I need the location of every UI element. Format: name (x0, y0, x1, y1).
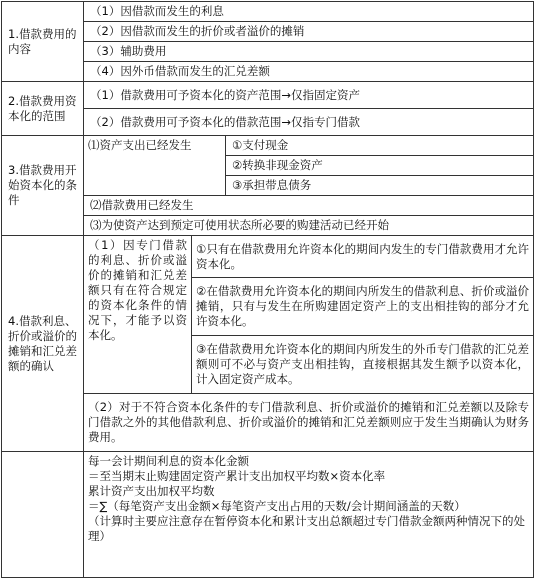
row-heading: 1.借款费用的内容 (2, 2, 84, 82)
list-item: ②在借款费用允许资本化的期间内所发生的借款利息、折价或溢价摊销，只有与发生在所购建固定资产上的支出相挂钩的部分才允许资本化。 (192, 278, 534, 336)
table-row (2, 236, 534, 278)
formula-line: （计算时主要应注意存在暂停资本化和累计支出总额超过专门借款金额两种情况下的处理） (88, 514, 525, 543)
formula-cell (84, 452, 534, 578)
list-item: ③承担带息债务 (226, 176, 534, 196)
row-heading: 2.借款费用资本化的范围 (2, 82, 84, 136)
formula-line: 累计资产支出加权平均数 (88, 484, 215, 498)
list-item: ①支付现金 (226, 136, 534, 156)
list-item: （1）借款费用可予资本化的资产范围→仅指固定资产 (84, 82, 534, 109)
list-item: （1）因借款而发生的利息 (84, 2, 534, 22)
formula-line: 每一会计期间利息的资本化金额 (88, 454, 249, 468)
list-item: （2）因借款而发生的折价或者溢价的摊销 (84, 22, 534, 42)
condition-cell: ⑵借款费用已经发生 (84, 196, 534, 216)
formula-line: ＝∑（每笔资产支出金额×每笔资产支出占用的天数/会计期间涵盖的天数） (88, 499, 466, 513)
list-item: ①只有在借款费用允许资本化的期间内发生的专门借款费用才允许资本化。 (192, 236, 534, 278)
formula-line: ＝至当期末止购建固定资产累计支出加权平均数×资本化率 (88, 469, 386, 483)
note-cell: （2）对于不符合资本化条件的专门借款利息、折价或溢价的摊销和汇兑差额以及除专门借款之外的其他借款利息、折价或溢价的摊销和汇兑差额则应于发生当期确认为财务费用。 (84, 394, 534, 452)
table-row (2, 2, 534, 22)
list-item: （3）辅助费用 (84, 42, 534, 62)
list-item: （2）借款费用可予资本化的借款范围→仅指专门借款 (84, 109, 534, 136)
rule-cell: （1）因专门借款的利息、折价或溢价的摊销和汇兑差额只有在符合规定的资本化条件的情况下，才能予以资本化。 (84, 236, 192, 394)
row-heading: 4.借款利息、折价或溢价的摊销和汇兑差额的确认 (2, 236, 84, 452)
condition-cell: ⑴资产支出已经发生 (84, 136, 226, 196)
row-heading (2, 452, 84, 578)
row-heading: 3.借款费用开始资本化的条件 (2, 136, 84, 236)
list-item: ②转换非现金资产 (226, 156, 534, 176)
list-item: ③在借款费用允许资本化的期间内所发生的外币专门借款的汇兑差额则可不必与资产支出相挂钩，直接根据其发生额予以资本化，计入固定资产成本。 (192, 336, 534, 394)
table-row (2, 82, 534, 109)
condition-cell: ⑶为使资产达到预定可使用状态所必要的购建活动已经开始 (84, 216, 534, 236)
accounting-table (1, 1, 534, 578)
table-row (2, 452, 534, 578)
table-row (2, 136, 534, 156)
list-item: （4）因外币借款而发生的汇兑差额 (84, 62, 534, 82)
